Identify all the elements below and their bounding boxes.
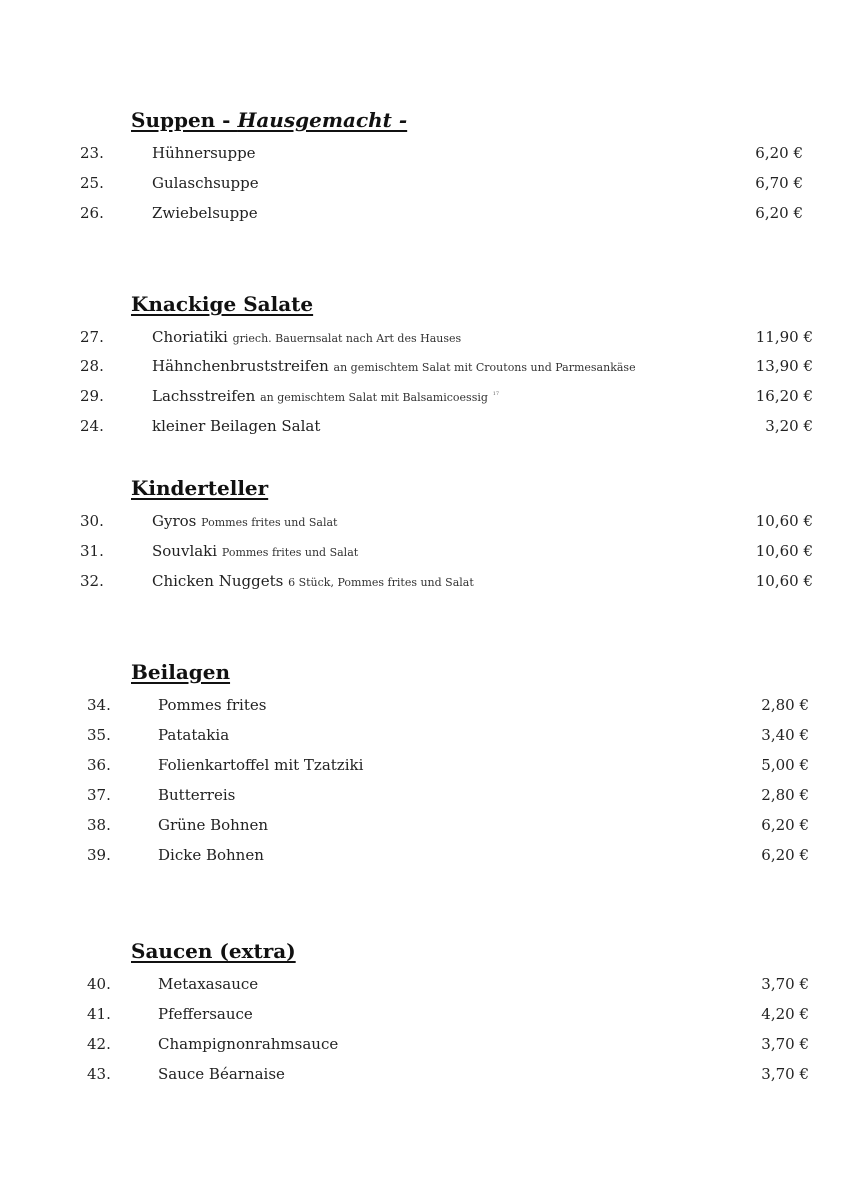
item-name: Grüne Bohnen	[158, 816, 269, 834]
item-number: 36.	[87, 756, 111, 774]
item-name: Pommes frites	[158, 696, 267, 714]
item-number: 37.	[87, 786, 111, 804]
item-price: 10,60 €	[755, 542, 813, 560]
item-description: 6 Stück, Pommes frites und Salat	[288, 576, 474, 589]
item-name: Patatakia	[158, 726, 230, 744]
menu-item	[0, 1035, 848, 1065]
item-number: 34.	[87, 696, 111, 714]
item-name: Souvlaki	[152, 542, 218, 560]
menu-item	[0, 975, 848, 1005]
menu-item	[0, 786, 848, 816]
heading-subtitle: Hausgemacht -	[237, 108, 408, 132]
item-description: griech. Bauernsalat nach Art des Hauses	[232, 332, 462, 345]
item-price: 3,20 €	[765, 417, 813, 435]
section-heading: Kinderteller	[131, 476, 269, 500]
item-name: kleiner Beilagen Salat	[152, 417, 321, 435]
item-number: 35.	[87, 726, 111, 744]
menu-item	[0, 816, 848, 846]
item-number: 29.	[80, 387, 104, 405]
menu-item	[0, 512, 848, 542]
menu-item	[0, 756, 848, 786]
menu-item	[0, 417, 848, 447]
menu-item	[0, 204, 848, 234]
heading-text: Suppen -	[131, 108, 238, 132]
item-name: Gulaschsuppe	[152, 174, 259, 192]
menu-item	[0, 572, 848, 602]
item-name-wrap	[152, 357, 636, 375]
item-price: 10,60 €	[755, 512, 813, 530]
item-number: 41.	[87, 1005, 111, 1023]
menu-item	[0, 846, 848, 876]
item-name: Pfeffersauce	[158, 1005, 253, 1023]
item-name-wrap	[152, 572, 474, 590]
menu-item	[0, 726, 848, 756]
menu-item	[0, 542, 848, 572]
item-name: Lachsstreifen	[152, 387, 256, 405]
allergen-note: 17	[492, 391, 500, 397]
item-price: 3,70 €	[761, 1065, 809, 1083]
item-price: 3,70 €	[761, 975, 809, 993]
item-price: 5,00 €	[761, 756, 809, 774]
item-name: Sauce Béarnaise	[158, 1065, 285, 1083]
item-number: 28.	[80, 357, 104, 375]
item-number: 23.	[80, 144, 104, 162]
item-price: 6,20 €	[755, 204, 803, 222]
item-price: 2,80 €	[761, 786, 809, 804]
item-name: Chicken Nuggets	[152, 572, 284, 590]
section-heading: Beilagen	[131, 660, 231, 684]
item-name: Gyros	[152, 512, 197, 530]
item-price: 3,70 €	[761, 1035, 809, 1053]
item-name-wrap	[152, 542, 358, 560]
item-number: 26.	[80, 204, 104, 222]
item-number: 30.	[80, 512, 104, 530]
item-name: Folienkartoffel mit Tzatziki	[158, 756, 364, 774]
item-name-wrap	[152, 512, 337, 530]
item-description: an gemischtem Salat mit Balsamicoessig	[260, 391, 488, 404]
item-name: Butterreis	[158, 786, 236, 804]
section-heading: Saucen (extra)	[131, 939, 296, 963]
item-name: Choriatiki	[152, 328, 228, 346]
item-description: Pommes frites und Salat	[221, 546, 359, 559]
item-number: 40.	[87, 975, 111, 993]
menu-item	[0, 144, 848, 174]
item-name: Metaxasauce	[158, 975, 259, 993]
menu-item	[0, 387, 848, 417]
item-number: 31.	[80, 542, 104, 560]
item-name: Champignonrahmsauce	[158, 1035, 339, 1053]
item-number: 38.	[87, 816, 111, 834]
item-price: 2,80 €	[761, 696, 809, 714]
menu-item	[0, 1005, 848, 1035]
item-description: Pommes frites und Salat	[201, 516, 338, 529]
item-number: 42.	[87, 1035, 111, 1053]
item-name: Hähnchenbruststreifen	[152, 357, 329, 375]
item-number: 25.	[80, 174, 104, 192]
item-number: 39.	[87, 846, 111, 864]
menu-item	[0, 328, 848, 358]
item-price: 6,20 €	[761, 816, 809, 834]
item-price: 16,20 €	[755, 387, 813, 405]
item-number: 24.	[80, 417, 104, 435]
item-price: 3,40 €	[761, 726, 809, 744]
menu-item	[0, 1065, 848, 1095]
item-number: 32.	[80, 572, 104, 590]
item-description: an gemischtem Salat mit Croutons und Parmesankäse	[333, 361, 636, 374]
item-price: 4,20 €	[761, 1005, 809, 1023]
item-price: 6,70 €	[755, 174, 803, 192]
item-price: 6,20 €	[761, 846, 809, 864]
item-price: 6,20 €	[755, 144, 803, 162]
item-number: 27.	[80, 328, 104, 346]
item-price: 10,60 €	[755, 572, 813, 590]
menu-item	[0, 174, 848, 204]
menu-item	[0, 696, 848, 726]
item-name: Dicke Bohnen	[158, 846, 264, 864]
section-heading	[131, 108, 407, 132]
item-price: 11,90 €	[755, 328, 813, 346]
item-name-wrap	[152, 328, 461, 346]
item-name: Zwiebelsuppe	[152, 204, 258, 222]
item-price: 13,90 €	[755, 357, 813, 375]
menu-item	[0, 357, 848, 387]
item-name: Hühnersuppe	[152, 144, 256, 162]
item-number: 43.	[87, 1065, 111, 1083]
item-name-wrap	[152, 387, 499, 405]
section-heading: Knackige Salate	[131, 292, 314, 316]
